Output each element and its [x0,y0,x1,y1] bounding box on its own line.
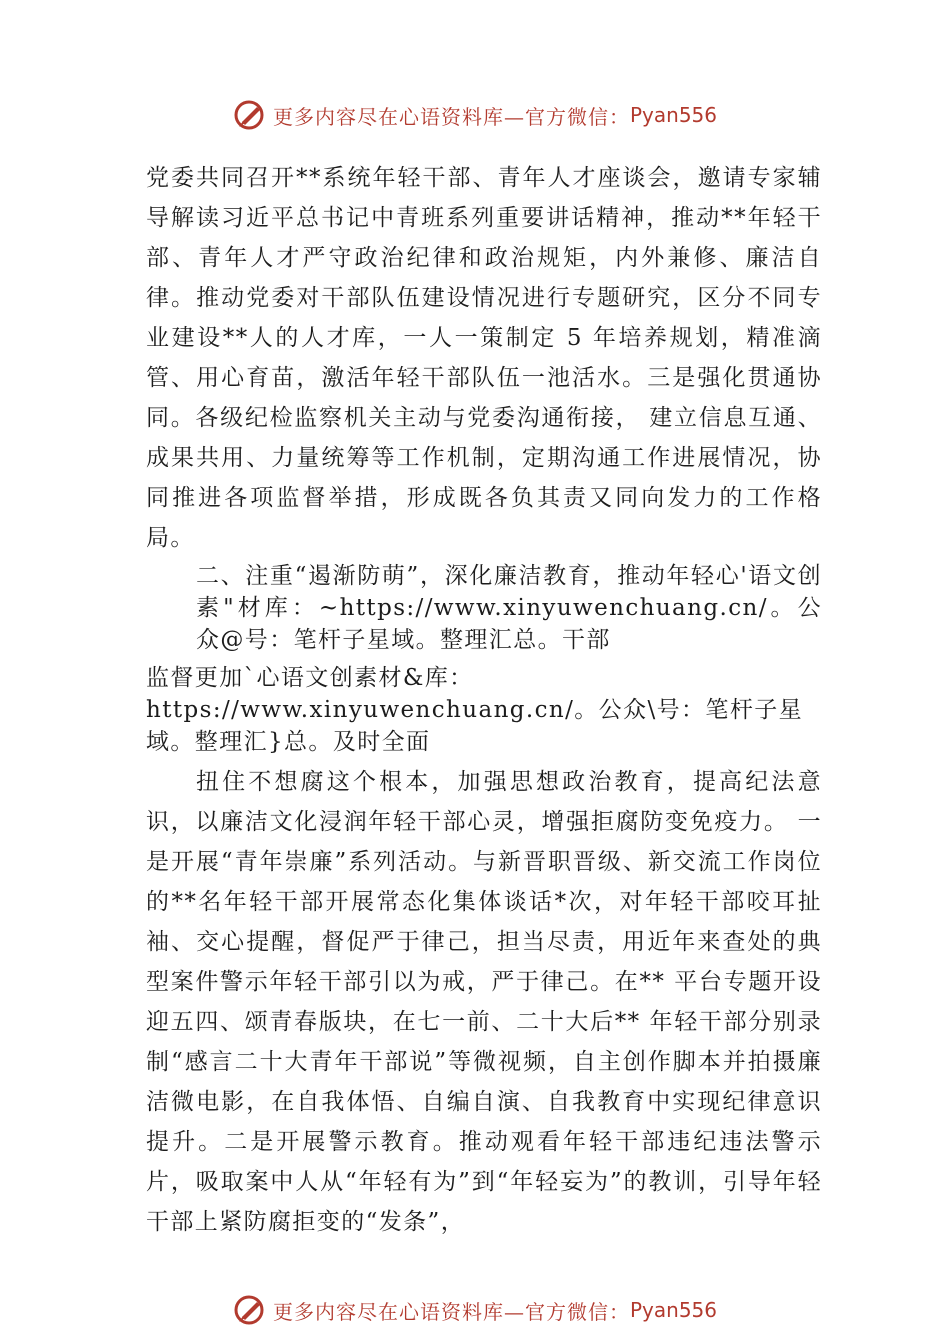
watermark-wechat: Pyan556 [629,103,717,127]
watermark-text: 更多内容尽在心语资料库—官方微信： [272,104,630,129]
section-heading: 二、注重“遏渐防萌”，深化廉洁教育，推动年轻心'语文创素"材库：~https://www.xinyuwenchuang.cn/。公众@号：笔杆子星域。整理汇总。干部 [196,563,822,653]
pen-logo-icon [233,98,267,132]
watermark-footer [0,1290,950,1330]
watermark-wechat: Pyan556 [629,1298,717,1322]
paragraph: 监督更加`心语文创素材&库：https://www.xinyuwenchuang.cn/。公众\号：笔杆子星域。整理汇}总。及时全面 [146,665,804,755]
watermark-text: 更多内容尽在心语资料库—官方微信： [272,1299,630,1324]
paragraph: 党委共同召开**系统年轻干部、青年人才座谈会，邀请专家辅导解读习近平总书记中青班系列重要讲话精神，推动**年轻干部、青年人才严守政治纪律和政治规矩，内外兼修、廉洁自律。推动党委对干部队伍建设情况进行专题研究，区分不同专业建设**人的人才库，一人一策制定 5 年培养规划，精准滴管、用心育苗，激活年轻干部队伍一池活水。三是强化贯通协同。各级纪检监察机关主动与党委沟通衔接， 建立信息互通、成果共用、力量统筹等工作机制，定期沟通工作进展情况，协同推进各项监督举措，形成既各负其责又同向发力的工作格局。 [146,165,822,551]
pen-logo-icon [233,1293,267,1327]
document-body [146,158,822,1242]
paragraph: 扭住不想腐这个根本，加强思想政治教育，提高纪法意识，以廉洁文化浸润年轻干部心灵，增强拒腐防变免疫力。 一是开展“青年崇廉”系列活动。与新晋职晋级、新交流工作岗位的**名年轻干部开展常态化集体谈话*次，对年轻干部咬耳扯袖、交心提醒，督促严于律己，担当尽责，用近年来查处的典型案件警示年轻干部引以为戒，严于律己。在** 平台专题开设迎五四、颂青春版块，在七一前、二十大后** 年轻干部分别录制“感言二十大青年干部说”等微视频，自主创作脚本并拍摄廉洁微电影，在自我体悟、自编自演、自我教育中实现纪律意识提升。二是开展警示教育。推动观看年轻干部违纪违法警示片，吸取案中人从“年轻有为”到“年轻妄为”的教训，引导年轻干部上紧防腐拒变的“发条”， [146,769,822,1235]
watermark-header [0,95,950,135]
